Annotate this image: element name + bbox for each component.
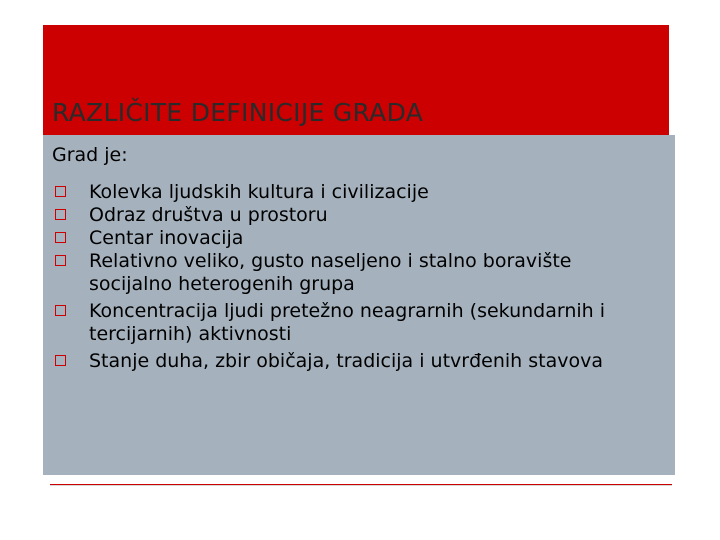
list-item-text: Kolevka ljudskih kultura i civilizacije — [89, 181, 429, 203]
list-item-text: Odraz društva u prostoru — [89, 204, 328, 226]
bottom-divider — [50, 484, 672, 486]
content-box — [43, 135, 675, 475]
slide-title: RAZLIČITE DEFINICIJE GRADA — [52, 98, 424, 127]
list-item-text: Koncentracija ljudi pretežno neagrarnih (sekundarnih i tercijarnih) aktivnosti — [89, 300, 606, 345]
list-item — [43, 250, 649, 296]
list-item-text: Relativno veliko, gusto naseljeno i stalno boravište socijalno heterogenih grupa — [89, 250, 572, 295]
hollow-square-icon — [55, 209, 66, 220]
list-item — [43, 204, 675, 227]
intro-text: Grad je: — [52, 144, 128, 166]
hollow-square-icon — [55, 355, 66, 366]
list-item — [43, 350, 689, 373]
hollow-square-icon — [55, 305, 66, 316]
bullet-list — [43, 181, 675, 377]
hollow-square-icon — [55, 186, 66, 197]
hollow-square-icon — [55, 255, 66, 266]
list-item-text: Centar inovacija — [89, 227, 244, 249]
list-item — [43, 227, 675, 250]
hollow-square-icon — [55, 232, 66, 243]
title-band — [43, 25, 669, 135]
list-item — [43, 300, 649, 346]
list-item-text: Stanje duha, zbir običaja, tradicija i utvrđenih stavova — [89, 350, 603, 372]
list-item — [43, 181, 675, 204]
